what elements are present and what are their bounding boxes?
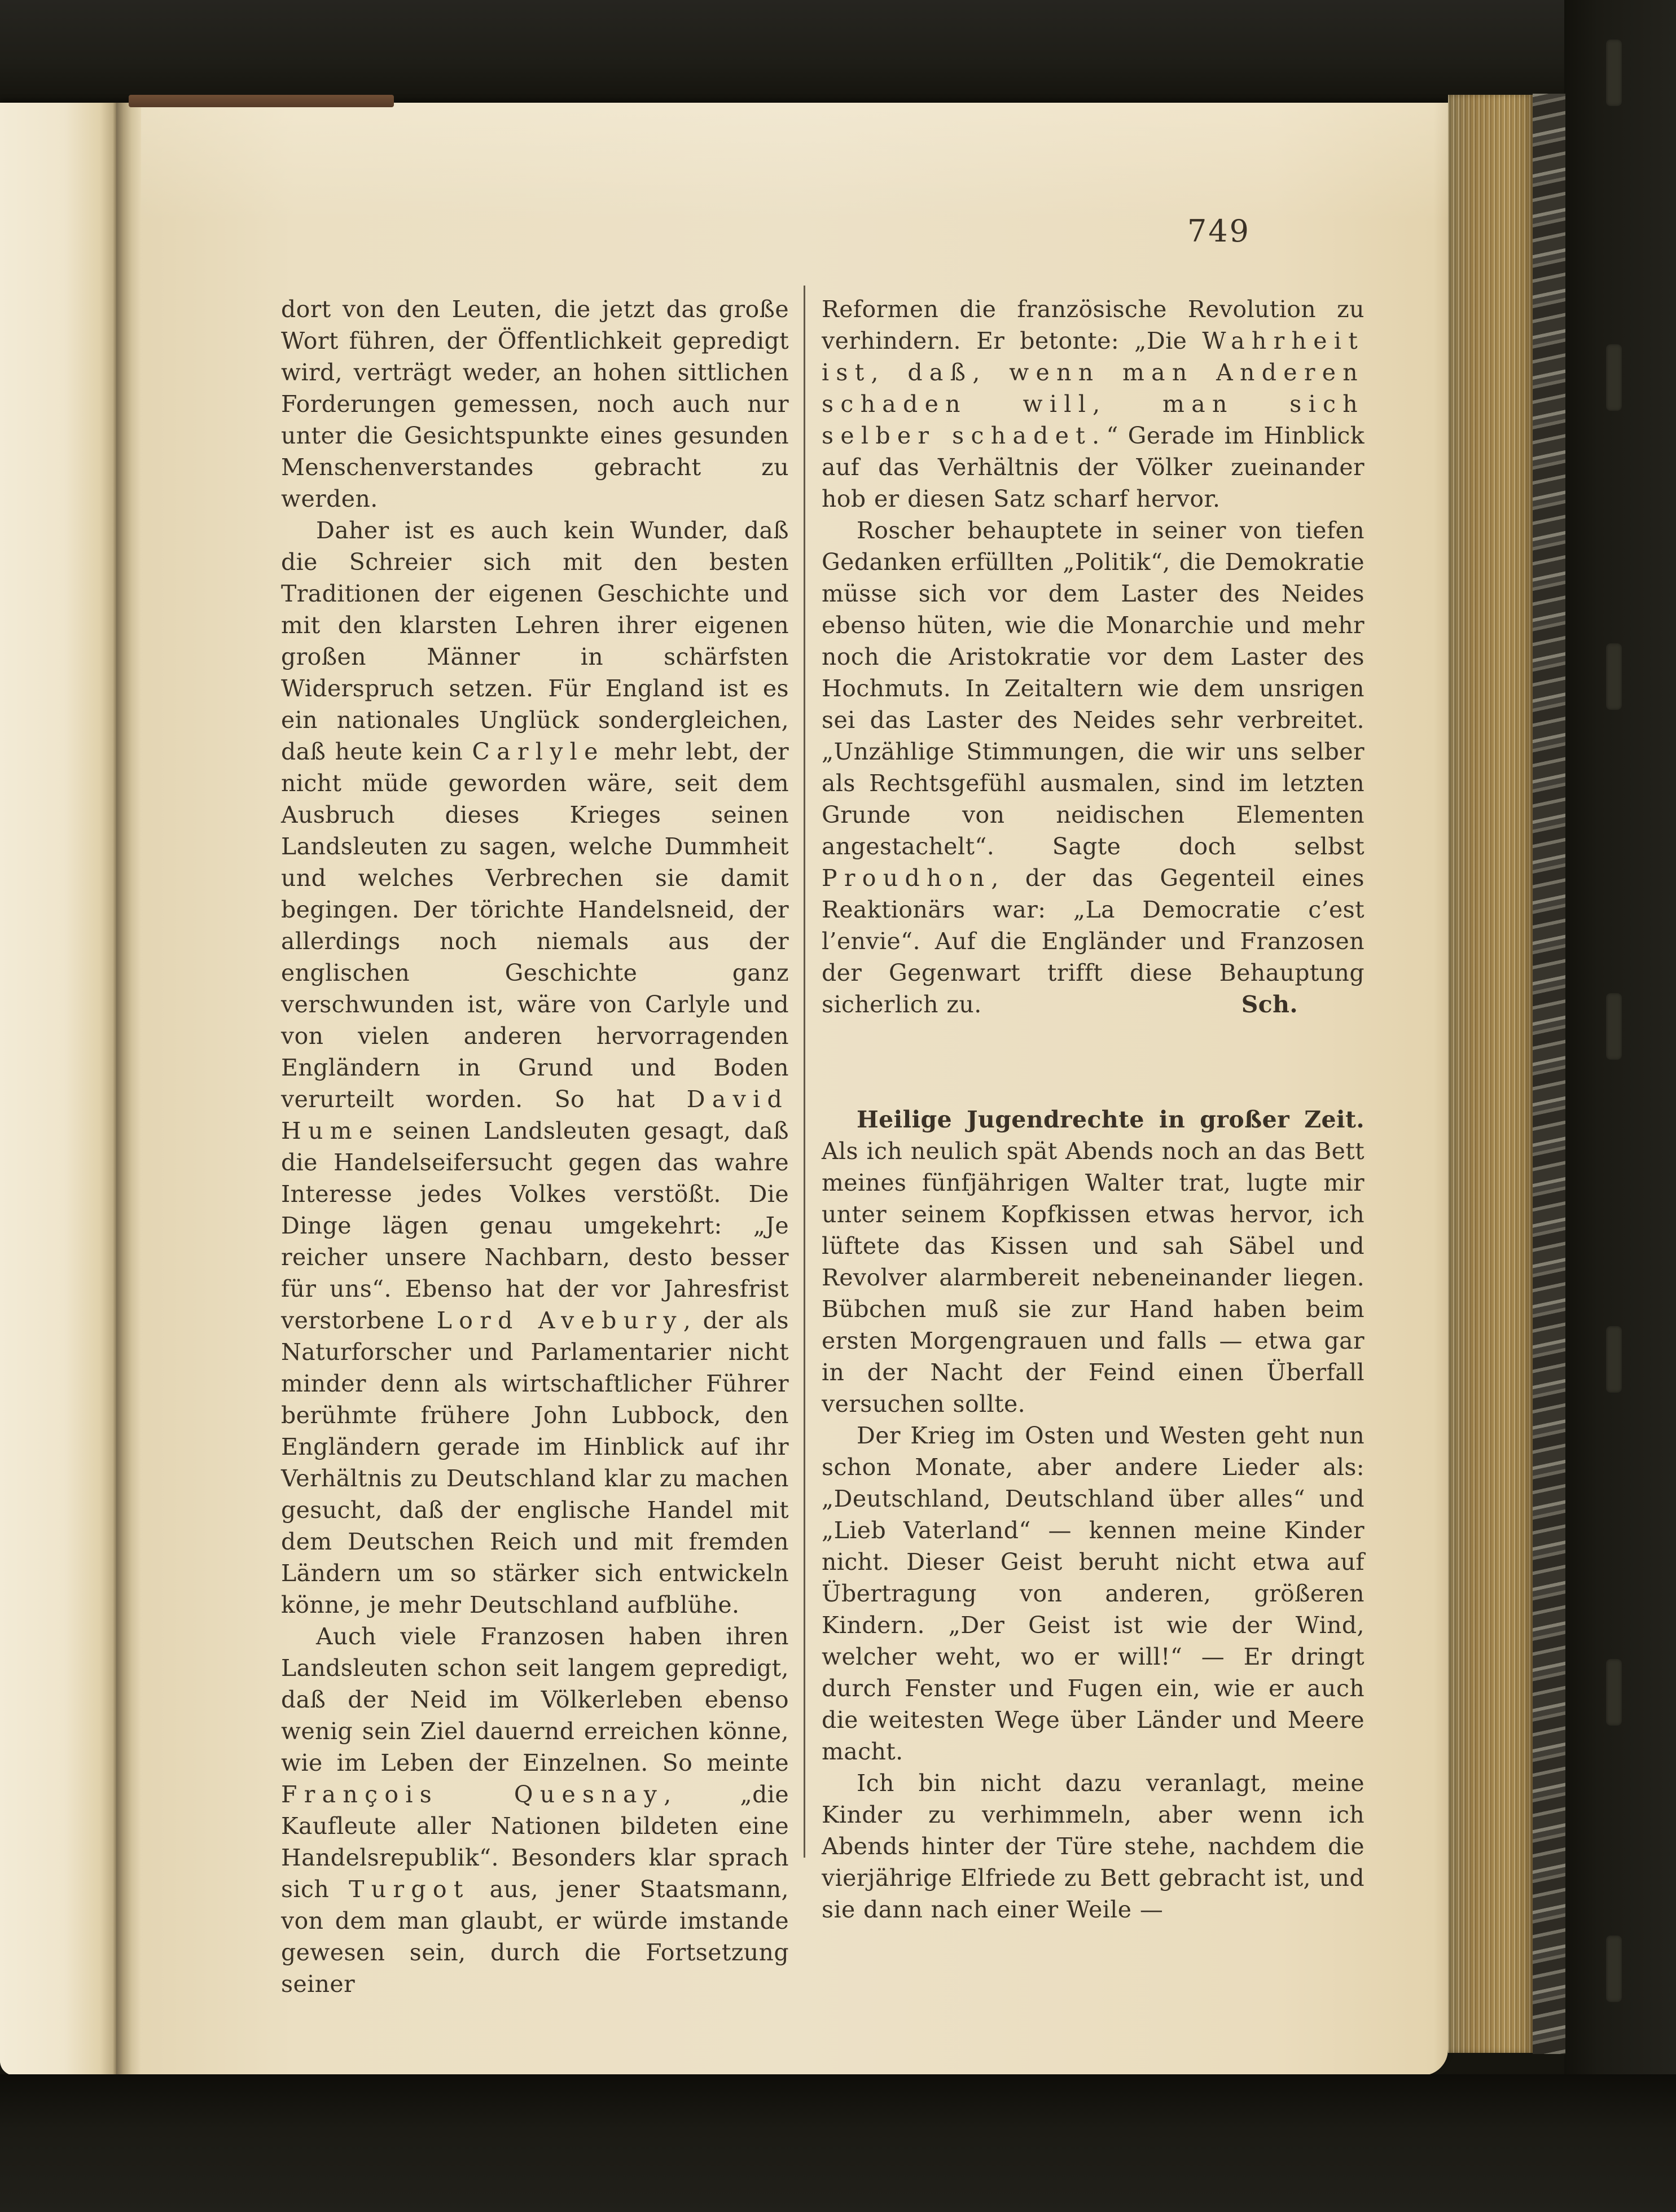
text-segment: mehr lebt, der nicht müde geworden wäre, seit dem Ausbruch dieses Krieges seinen Landsleuten zu sagen, welche Dummheit und welches Verbrechen sie damit begingen. Der törichte Handelsneid, der allerdings noch niemals aus der englischen Geschichte ganz verschwunden ist, wäre von Carlyle und von vielen anderen hervorragenden Engländern in Grund und Boden verurteilt worden. So hat — [281, 738, 789, 1113]
text-segment: Wahrheit ist, daß, wenn man Anderen schaden will, man sich selber schadet. — [822, 327, 1365, 449]
text-segment: seinen Landsleuten gesagt, daß die Handelseifersucht gegen das wahre Interesse jedes Volkes verstößt. Die Dinge lägen genau umgekehrt: „Je reicher unsere Nachbarn, desto besser für uns“. Ebenso hat der vor Jahresfrist verstorbene — [281, 1117, 789, 1334]
paragraph — [822, 293, 1365, 515]
text-segment: Ich bin nicht dazu veranlagt, meine Kinder zu verhimmeln, aber wenn ich Abends hinter der Türe stehe, nachdem die vierjährige Elfriede zu Bett gebracht ist, und sie dann nach einer Weile — — [822, 1770, 1365, 1923]
text-segment: Roscher behauptete in seiner von tiefen Gedanken erfüllten „Politik“, die Demokratie müsse sich vor dem Laster des Neides ebenso hüten, wie die Monarchie und mehr noch die Aristokratie vor dem Laster des Hochmuts. In Zeitaltern wie dem unsrigen sei das Laster des Neides sehr verbreitet. „Unzählige Stimmungen, die wir uns selber als Rechtsgefühl ausmalen, sind im letzten Grunde von neidischen Elementen angestachelt“. Sagte doch selbst — [822, 517, 1365, 860]
page-gutter-shadow — [116, 103, 141, 2075]
book-page — [0, 103, 1448, 2075]
paragraph — [822, 1104, 1365, 1420]
text-segment: aus, jener Staatsmann, von dem man glaubt, er würde imstande gewesen sein, durch die Fortsetzung seiner — [281, 1876, 789, 1998]
text-segment: “ Gerade im Hinblick auf das Verhältnis der Völker zueinander hob er diesen Satz scharf hervor. — [822, 422, 1365, 512]
binding-stitch — [1606, 1326, 1622, 1393]
text-segment: Als ich neulich spät Abends noch an das Bett meines fünfjährigen Walter trat, lugte mir unter seinem Kopfkissen etwas hervor, ich lüftete das Kissen und sah Säbel und Revolver alarmbereit nebeneinander liegen. Bübchen muß sie zur Hand haben beim ersten Morgengrauen und falls — etwa gar in der Nacht der Feind einen Überfall versuchen sollte. — [822, 1138, 1365, 1417]
binding-stitch — [1606, 993, 1622, 1060]
page-block-fore-edge — [1448, 95, 1533, 2053]
text-segment: Sch. — [1241, 991, 1298, 1018]
text-segment: , der als Naturforscher und Parlamentarier nicht minder denn als wirtschaftlicher Führer berühmte frühere John Lubbock, den Engländern gerade im Hinblick auf ihr Verhältnis zu Deutschland klar zu machen gesucht, daß der englische Handel mit dem Deutschen Reich und mit fremden Ländern um so stärker sich entwickeln könne, je mehr Deutschland aufblühe. — [281, 1307, 789, 1618]
text-segment: François Quesnay — [281, 1781, 664, 1808]
marbled-edge-strip — [1533, 94, 1565, 2054]
text-segment: Carlyle — [472, 738, 605, 765]
binding-stitch — [1606, 643, 1622, 710]
binding-stitch — [1606, 344, 1622, 411]
text-segment: Der Krieg im Osten und Westen geht nun schon Monate, aber andere Lieder als: „Deutschland, Deutschland über alles“ und „Lieb Vaterland“ — kennen meine Kinder nicht. Dieser Geist beruht nicht etwa auf Übertragung von anderen, größeren Kindern. „Der Geist ist wie der Wind, welcher weht, wo er will!“ — Er dringt durch Fenster und Fugen ein, wie er auch die weitesten Wege über Länder und Meere macht. — [822, 1422, 1365, 1765]
text-segment: Daher ist es auch kein Wunder, daß die Schreier sich mit den besten Traditionen der eigenen Geschichte und mit den klarsten Lehren ihrer eigenen großen Männer in schärfsten Widerspruch setzen. Für England ist es ein nationales Unglück sondergleichen, daß heute kein — [281, 517, 789, 765]
binding-stitch — [1606, 1659, 1622, 1726]
book-cover-right-edge — [1564, 0, 1676, 2212]
text-segment: David Hume — [281, 1086, 789, 1144]
book-cover-bottom-edge — [0, 2074, 1676, 2212]
text-segment: Heilige Jugendrechte in großer Zeit. — [857, 1106, 1365, 1133]
text-segment: Reformen die französische Revolution zu verhindern. Er betonte: „Die — [822, 296, 1365, 354]
text-segment: , der das Gegenteil eines Reaktionärs war: „La Democratie c’est l’envie“. Auf die Engländer und Franzosen der Gegenwart trifft diese Behauptung sicherlich zu. — [822, 864, 1365, 1018]
paragraph — [822, 1420, 1365, 1767]
paragraph — [281, 1621, 789, 2000]
right-text-column — [822, 293, 1365, 1925]
paragraph — [822, 1767, 1365, 1925]
headband — [129, 95, 394, 107]
book-cover-top-edge — [0, 0, 1676, 104]
text-segment: Proudhon — [822, 864, 991, 892]
left-text-column — [281, 293, 789, 2000]
paragraph — [281, 293, 789, 515]
text-segment: Lord Avebury — [436, 1307, 683, 1334]
text-segment: Turgot — [349, 1876, 470, 1903]
paragraph — [822, 515, 1365, 1020]
binding-stitch — [1606, 1936, 1622, 2002]
facing-page-edge — [0, 103, 116, 2075]
text-segment: , „die Kaufleute aller Nationen bildeten eine Handelsrepublik“. Besonders klar sprach sich — [281, 1781, 789, 1903]
text-segment: dort von den Leuten, die jetzt das große Wort führen, der Öffentlichkeit gepredigt wird, verträgt weder, an hohen sittlichen Forderungen gemessen, noch auch nur unter die Gesichtspunkte eines gesunden Menschenverstandes gebracht zu werden. — [281, 296, 789, 512]
paragraph — [281, 515, 789, 1621]
page-number: 749 — [1187, 213, 1251, 249]
text-segment: Auch viele Franzosen haben ihren Landsleuten schon seit langem gepredigt, daß der Neid im Völkerleben ebenso wenig sein Ziel dauernd erreichen könne, wie im Leben der Einzelnen. So meinte — [281, 1623, 789, 1776]
column-divider-rule — [804, 286, 805, 1858]
binding-stitch — [1606, 40, 1622, 106]
